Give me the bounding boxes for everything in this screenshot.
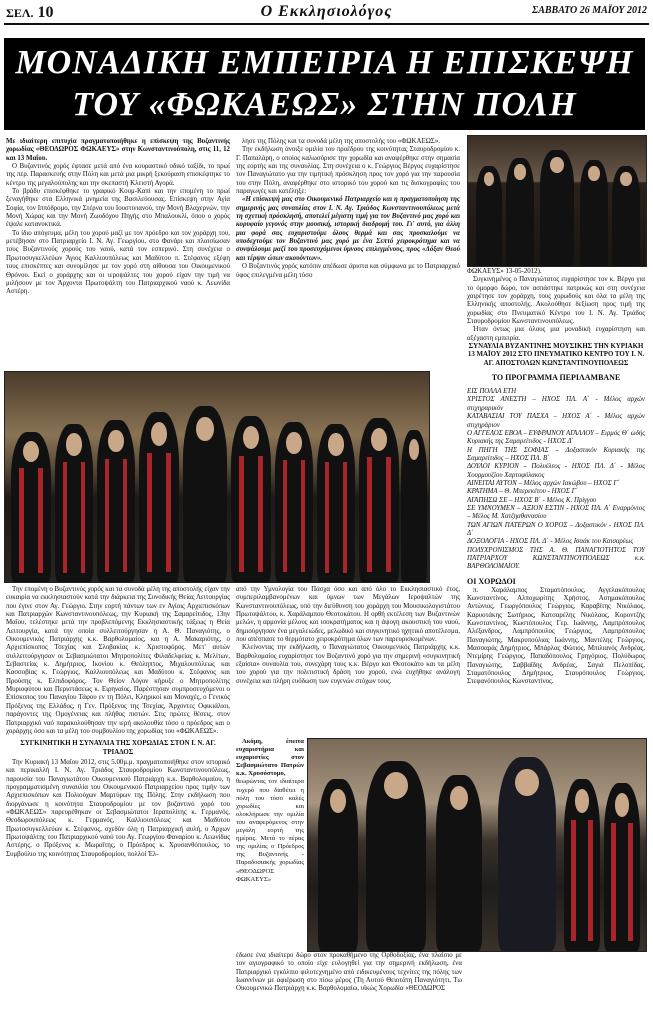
issue-date: ΣΑΒΒΑΤΟ 26 ΜΑΪΟΥ 2012 [532, 5, 647, 16]
photo-figure [580, 160, 608, 266]
headline-line-1: ΜΟΝΑΔΙΚΗ ΕΜΠΕΙΡΙΑ Η ΕΠΙΣΚΕΨΗ [15, 44, 634, 81]
paragraph: Την Κυριακή 13 Μαΐου 2012, στις 5.00μ.μ. πραγματοποιήθηκε στον ιστορικό και περικαλλή Ι. Ν. Αγ. Τριάδος Σταυροδρομίου Κωνσταντινουπόλεως, παρουσία του Παναγιωτάτου Οικουμενικού Πατριάρχη κ.κ. Βαρθολομαίου, η προγραμματισμένη συναυλία του Οικουμενικού Πατριαρχείου προς τιμήν των Αρχιεπισκόπων και Πολιούχων Μαρτύρων της Πόλης. Στην εκδήλωση που διοργάνωσε η κοινότητα Σταυροδρομίου με τον βυζαντινό χορό του «ΦΩΚΑΕΩΣ» παρευρέθηκαν οι Σεβασμιώτατοι Ιεραπολίτης κ. Γερμανός, Θεοδωρουπόλεως κ. Γερμανός, Καλλιουπόλεως και Μαδύτου Πρωτοσυγκελλεύων κ. Στέφανος, σχεδόν όλη η Πατριαρχική αυλή, ο Άρχων Πρωτοψάλτης του Πατριαρχικού ναού του Αγ. Γεωργίου Φαναρίου κ. Λεωνίδας Αστέρης, ο Πρόξενος κ. Μωραΐτης, ο Πρόεδρος κ. Χρυσανθόπουλος, το Συμβούλιο της κοινότητας Σταυροδρομίου, πολλοί Έλ- [6, 758, 230, 858]
article-column-5-narrow [236, 738, 304, 950]
header-rule [4, 23, 649, 25]
paragraph: ΦΩΚΑΕΥΣ» 13-05-2012). [467, 268, 542, 275]
photo-figure [55, 424, 93, 582]
photo-gift-presentation [307, 738, 647, 952]
photo-figure [183, 406, 227, 582]
photo-figure [11, 432, 51, 582]
paragraph: Συγκινημένος ο Παναγιώτατος ευχαρίστησε τον κ. Βέργο για το όμορφο δώρο, τον ασπάστηκε πατρικώς και στη συνέχεια χαιρέτησε τον χοράρχη, τους χορωδούς και όλα τα μέλη της Ελληνικής αποστολής. Ακολούθησε δεξίωση προς τιμή της χορωδίας στο Πνευματικό Κέντρο του Ι. Ν. Αγ. Τριάδος Σταυροδρομίου Κωνσταντινουπόλεως. [467, 276, 645, 326]
photo-figure [540, 150, 574, 266]
photo-figure [612, 166, 640, 266]
photo-figure [231, 416, 271, 582]
page-number-value: 10 [37, 4, 54, 21]
headline-line-2: ΤΟΥ «ΦΩΚΑΕΩΣ» ΣΤΗΝ ΠΟΛΗ [72, 86, 577, 123]
article-column-1 [6, 138, 230, 368]
program-item: ΧΡΙΣΤΟΣ ΑΝΕΣΤΗ – ΗΧΟΣ ΠΛ. Α΄ - Μέλος αρχών στιχηραρικόν [467, 396, 645, 412]
paragraph: Κλείνοντας την εκδήλωση, ο Παναγιώτατος Οικουμενικός Πατριάρχης κ.κ. Βαρθολομαίος ευχαρίστησε τον Βυζαντινό χορό για την σημερινή «συγκινητική εξαίσια» συναυλία του, συνεχάρη τους κ.κ. Βέργο και Θεοτοκάτο και τα μέλη του χορού για την πολιτιστική δράση του χορού, ενώ ευχήθηκε ανάλογη συνέχεια και πλήρη ευόδωση των ευγενών στόχων τους. [236, 644, 460, 685]
program-item: ΚΑΤΑΒΑΣΙΑΙ ΤΟΥ ΠΑΣΧΑ – ΗΧΟΣ Α΄ - Μέλος αρχών στιχηράριον [467, 413, 645, 429]
choir-heading: ΟΙ ΧΟΡΩΔΟΙ [467, 576, 516, 586]
quote-paragraph: «Η επίσκεψή μας στο Οικουμενικό Πατριαρχείο και η πραγματοποίηση της σημερινής μας συναυλίας στον Ι. Ν. Αγ. Τριάδος Κωνσταντινουπόλεως μετά τη σχετική πρόσκλησή, αποτελεί μέγιστη τιμή για τον Βυζαντινό μας χορό και κορυφαίο γεγονός στην μουσική, ιστορική διαδρομή του. Γι' αυτό, για άλλη μια φορά σας ευχαριστούμε όλους θερμά και σας προσκαλούμε να υποδεχτούμε τον Βυζαντινό μας χορό με ένα Σεπτό χειροκρότημα και να συνψάλουμε μαζί του προσευχόμενοι ύμνους επιλεγμένους, προς «Δόξαν Θεού και τέρψιν ώτων ακουόντων». [236, 196, 460, 262]
paper-title: Ο Εκκλησιολόγος [260, 3, 393, 20]
lead-paragraph: Με ιδιαίτερη επιτυχία πραγματοποιήθηκε η επίσκεψη της Βυζαντινής χορωδίας «ΘΕΟΔΩΡΟΣ ΦΩΚΑΕΥΣ» στην Κωνσταντινούπολη, στις 11, 12 και 13 Μαΐου. [6, 138, 230, 162]
paragraph: Το βράδυ επισκέφθηκε το γραφικό Κουμ-Καπί και την επομένη το πρωί ξεναγήθηκε στα Ελληνικά μνημεία της Βασιλεύουσας. Επίσκεψη στην Αγία Σοφία, τον Ιππόδρομο, την Στέρνα του Ιουστινιανού, την Μονή Βλαχερνών, την Μονή Χώρας και την Μονή Ζωοδόχου Πηγής στο Μπαλουκλί, όπου ο χορός έψαλε κατανυκτικά. [6, 188, 230, 229]
photo-choir-group [4, 371, 430, 583]
photo-patriarch-procession [467, 135, 647, 267]
program-item: ΑΙΝΕΙΤΑΙ ΑΥΤΟΝ – Μέλος αρχών Ιακώβου – ΗΧΟΣ Γ΄ [467, 479, 620, 487]
program-item: Η ΠΗΓΗ ΤΗΣ ΣΟΦΙΑΣ – Δοξαστικόν Κυριακής της Σαμαρείτιδος – ΗΧΟΣ ΠΛ. Β΄ [467, 446, 645, 462]
article-column-5 [236, 586, 460, 736]
program-item: ΕΙΣ ΠΟΛΛΑ ΕΤΗ [467, 388, 517, 396]
article-column-3 [467, 268, 645, 728]
paragraph: λησε της Πόλης και τα συνοδά μέλη της αποστολής του «ΦΩΚΑΕΩΣ». [242, 138, 440, 145]
program-list [467, 388, 645, 572]
article-column-6 [236, 952, 462, 1022]
photo-figure [139, 412, 179, 582]
program-item: ΔΟΞΟΛΟΓΙΑ - ΗΧΟΣ ΠΛ. Δ΄ - Μέλος Ισαάκ του Καισαρέως [467, 538, 634, 546]
page-number: ΣΕΛ. 10 [6, 4, 54, 21]
paragraph: Ο Βυζαντινός χορός έφτασε μετά από ένα κουραστικό οδικό ταξίδι, το πρωί της περ. Παρασκευής στην Πόλη και μετά μια μικρή ξεκούραση επισκέφτηκε το κέντρο της μεγαλούπολης και την σκεπαστή Κλειστή Αγορά. [6, 163, 230, 187]
concert-heading: ΣΥΝΑΥΛΙΑ ΒΥΖΑΝΤΙΝΗΣ ΜΟΥΣΙΚΗΣ ΤΗΝ ΚΥΡΙΑΚΗ 13 ΜΑΪΟΥ 2012 ΣΤΟ ΠΝΕΥΜΑΤΙΚΟ ΚΕΝΤΡΟ ΤΟΥ Ι. Ν. ΑΓ. ΑΠΟΣΤΟΛΩΝ ΚΩΝΣΤΑΝΤΙΝΟΥΠΟΛΕΩΣ [467, 343, 645, 367]
photo-figure [366, 761, 426, 951]
headline-banner [4, 38, 645, 130]
photo-figure [436, 775, 482, 951]
concert-report-heading: ΣΥΓΚΙΝΗΤΙΚΗ Η ΣΥΝΑΥΛΙΑ ΤΗΣ ΧΟΡΩΔΙΑΣ ΣΤΟΝ Ι. Ν. ΑΓ. ΤΡΙΑΔΟΣ [20, 740, 216, 756]
photo-figure [401, 430, 427, 582]
paragraph: από την Υμνολογία του Πάσχα όσο και από όλο το Εκκλησιαστικό έτος, συμπεριλαμβανομένων και ύμνων των Μεγάλων Ιεροψαλτών της Κωνσταντινουπόλεως, υπό την διεύθυνση του χοράρχη του Μουσικολογιστάτου Πρωτοψάλτου, κ. Χαράλαμπου Θεοτοκάτου. Η ορθή εκτέλεση των Βυζαντινών μελών, η αρμονία μέλους και ισοκρατήματος και η άψογη ακουστική του ναού, δημιούργησαν ένα μεγαλειώδες, μελωδικό και συγκινητικό ηχητικό αποτέλεσμα, που απέσπασε το θερμότατο χειροκρότημα όλων των παρευρισκομένων. [236, 586, 460, 644]
photo-figure [359, 418, 399, 582]
program-item: ΑΓΑΠΗΣΩ ΣΕ – ΗΧΟΣ Β΄ - Μέλος Κ. Πρίγγου [467, 496, 597, 504]
page-header [4, 2, 649, 24]
photo-figure [476, 166, 502, 266]
photo-figure [506, 158, 534, 266]
photo-figure [564, 779, 600, 951]
photo-figure [97, 420, 135, 582]
program-item: ΣΕ ΥΜΝΟΥΜΕΝ – ΑΞΙΟΝ ΕΣΤΙΝ - ΗΧΟΣ ΠΛ. Α΄ Εναρμόνιος – Μέλος Μ. Χατζηαθανασίου [467, 504, 645, 521]
paragraph: Ήταν όντως μια όλους μια μοναδική ευχαρίστηση και αξέχαστη εμπειρία. [467, 326, 645, 342]
photo-figure [317, 424, 355, 582]
photo-figure [318, 779, 358, 951]
article-column-2 [236, 138, 460, 368]
paragraph: Ακόμη, έπειτα ευχαριστήρια και ευχαριστίες στον Σεβασμιώτατο Πατρών κ.κ. Χρυσόστομο, [236, 738, 304, 778]
paragraph: έδωσε ένα ιδιαίτερο δώρο στον προκαθήμενο της Ορθοδοξίας, ένα πλαίσιο με τον αγιογραφικό το οποίο είχε ευλογηθεί για την σημερινή εκδήλωση, ένα Πατριαρχικό εγκόλπιο φιλοτεχνημένο από ειδικευμένους τεχνίτες της πόλης των Ιωαννίνων με αφιέρωση στο πίσω μέρος (Τη Αυτού Θειοτάτη Παναγιότητι, Τω Οικουμενικώ Πατριάρχη κ.κ. Βαρθολομαίω, υϊκώς Χορωδία «ΘΕΟΔΩΡΟΣ [236, 952, 462, 993]
paragraph: Την εκδήλωση άνοιξε ομιλία του προέδρου της κοινότητας Σταυροδρομίου κ. Γ. Παπαλάρη, ο οποίος καλωσόρισε την χορωδία και αναφέρθηκε στην σημασία της εορτής και της συναυλίας. Στη συνέχεια ο κ. Γεώργιος Βέργος ευχαρίστησε τον Παναγιώτατο για την τιμητική πρόσκληση προς τον χορό για την παρουσία του στην Πόλη, αναφέρθηκε στο ιστορικό του χορού και τις δισκογραφίες του παραγωγές και κατέληξε: [236, 146, 460, 196]
photo-figure [604, 783, 640, 951]
program-item: Ο ΑΓΓΕΛΟΣ ΕΒΟΑ – ΕΥΦΡΑΙΝΟΥ ΑΓΑΛΛΟΥ – Ειρμός Θ΄ ωδής Κυριακής της Σαμαρείτιδος - ΗΧΟΣ Δ΄ [467, 429, 645, 446]
paragraph: Την επομένη ο Βυζαντινός χορός και τα συνοδά μέλη της αποστολής είχαν την ευκαιρία να εκκλησιαστούν κατά την διάρκεια της Συνοδικής Θείας Λειτουργίας που έγινε στον Αγ. Γεώργιο. Στην εορτή πάντων των εν Αγίοις Αρχιεπισκόπων και Πατριαρχών Κωνσταντινουπόλεως, την Κυριακή της Σαμαρείτιδος, 13ην Μαΐου, τελέστηκε μετά την προβλεπόμενης Εκκλησιαστικής τάξεως η Θεία Λειτουργία, κατά την οποία συλλειτούργησαν η Α. Θ. Παναγιότης, ο Οικουμενικός Πατριάρχης κ.κ. Βαρθολομαίος, και η Α. Μακαριότης, ο Αρχιεπίσκοπος Τσεχίας και Σλοβακίας κ. Χριστοφόρος. Μετ' αυτών συλλειτούργησαν οι Σεβασμιώτατοι Μητροπολίτες Φιλαδελφείας κ. Μελίτων, Σεβαστείας κ. Δημήτριος, Ικονίου κ. Θεόληπτος, Μιχαλουπόλεως και Κασσοβίας κ. Γεώργιος, Καλλιουπόλεως και Μαδύτου κ. Στέφανος και Προύσης κ. Ελπιδοφόρος. Τον Θείον Λόγον κήρυξε ο Μητροπολίτης Μυριοφύτου και Περιστάσεως κ. Ειρηναίος. Παρέστησαν συμπροσευχόμενοι ο Επίσκοπος του Παναγίου Τάφου εν τη Πόλει, Κληρικοί και Μοναχές, ο Γενικός Πρόξενος της Ελλάδος, η Γεν. Πρόξενος της Τσεχίας, Άρχοντες Οφικιάλιοι, παράγοντες της Ομογένειας και πλήθος πιστών. Στις πρώτες θέσεις, στον Πατριαρχικό ναό παρακολούθησαν την ιερή ακολουθία τόσο ο πρόεδρος και ο χοράρχης όσο και τα μέλη του συμβουλίου της χορωδίας του «ΦΩΚΑΕΩΣ». [6, 586, 230, 735]
choir-members: π. Χαράλαμπος Σταματόπουλος, Αγγελακόπουλος Κωνσταντίνος, Αλποχωρίτης Χρήστος, Ασημακόπουλος Αντώνιος, Γεωργόπουλος Γεώργιος, Καραβίτης Νικόλαος, Καρυοτάκης Σωτήριος, Κατσαρέλης Νικόλαος, Κοροντζής Κωνσταντίνος, Κωστόπουλος Γερ. Ιωάννης, Λαμπρόπουλος Αλέξανδρος, Λαμπρόπουλος Γεώργιος, Λαμπρόπουλος Παναγιώτης, Μακρυπούλιας Ιωάννης, Μαντέλης Γεώργιος, Μασσαράς Δημήτριος, Μπάρλας Φώτιος, Μπιλιανός Ανδρέας, Ντεμίρης Γεώργιος, Παπαδόπουλος Γρηγόριος, Πολύδωρος Παναγιώτης, Σαββαΐδης Ανδρέας, Σαγιά Πελοπίδας, Σταματόπουλος Δημήτριος, Σταυρόπουλος Γεώργιος, Στεφανόπουλος Κωνσταντίνος. [467, 586, 645, 686]
paragraph: Το ίδιο απόγευμα, μέλη του χορού μαζί με τον πρόεδρο και τον χοράρχη του, μετέβησαν στο Πατριαρχείο Ι. Ν. Αγ. Γεωργίου, στο Φανάρι και πλαισίωσαν τους Βυζαντινούς χορούς του ναού, κατά τον εσπερινό. Στη συνέχεια ο Πρωτοσυγκελλεύων Άγιος Καλλιουπόλεως και Μαδύτου π. Στέφανος εξέφη τους επισκέπτες και συνομίλησε με τον χορό στη αίθουσα του Οικουμενικού Θρόνου. Εκεί ο χοράρχης και οι ιεροψάλτες του χορού είχαν την τιμή να μιλήσουν με τον Άρχοντα Πρωτοψάλτη του Πατριαρχικού ναού κ. Λεωνίδα Αστέρη. [6, 229, 230, 296]
paragraph: Ο Βυζαντινός χορός κατόπιν απέδωσε άριστα και σύμφωνα με το Πατριαρχικό ύφος επιλεγμένα μέλη τόσο [236, 263, 460, 279]
article-column-4 [6, 586, 230, 1022]
photo-figure [498, 757, 556, 951]
program-item: ΔΟΥΛΟΙ ΚΥΡΙΟΝ – Πολυέλεος - ΗΧΟΣ ΠΛ. Δ΄ - Μέλος Χουρμουζίου Χαρτοφύλακος [467, 463, 645, 479]
paragraph: θεωρώντας τον ιδιαίτερα τυχερό που διαθέτει η πόλη του τόσο καλές χορωδίες και ολοκλήρωσε την ομιλία του αναφερόμενος στην μεγάλη εορτή της ημέρας. Μετά το πέρας της ομιλίας ο Πρόεδρος της Βυζαντινής - Παραδοσιακής χορωδίας «ΘΕΟΔΩΡΟΣ ΦΩΚΑΕΥΣ» [236, 778, 304, 883]
program-item: ΤΩΝ ΑΓΙΩΝ ΠΑΤΕΡΩΝ Ο ΧΟΡΟΣ – Δοξαστικόν - ΗΧΟΣ ΠΛ. Δ΄ [467, 521, 645, 537]
program-item: ΚΡΑΤΗΜΑ – Θ. Μπερεκέτου - ΗΧΟΣ Γ΄ [467, 488, 578, 496]
program-heading: ΤΟ ΠΡΟΓΡΑΜΜΑ ΠΕΡΙΛΑΜΒΑΝΕ [491, 373, 621, 383]
program-item: ΠΟΛΥΧΡΟΝΙΣΜΟΣ ΤΗΣ Α. Θ. ΠΑΝΑΓΙΟΤΗΤΟΣ ΤΟΥ ΠΑΤΡΙΑΡΧΟΥ ΚΩΝΣΤΑΝΤΙΝΟΥΠΟΛΕΩΣ κ.κ. ΒΑΡΘΟΛΟΜΑΙΟΥ. [467, 546, 645, 571]
photo-figure [275, 422, 313, 582]
